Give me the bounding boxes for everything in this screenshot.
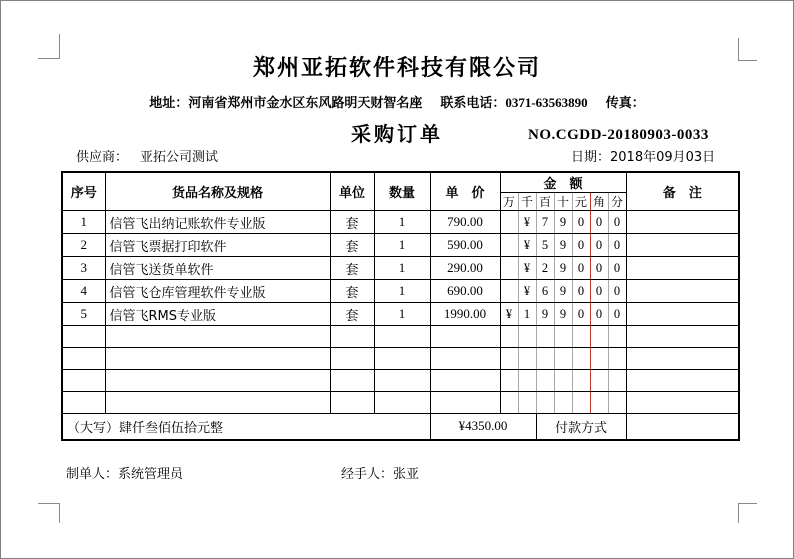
date-value: 2018年09月03日 [610, 150, 716, 165]
unit-price-cell: 790.00 [430, 211, 500, 234]
company-contact-line [1, 92, 793, 111]
empty-cell [626, 348, 739, 370]
empty-cell [536, 326, 554, 348]
date-label: 日期： [571, 150, 611, 165]
header-item-name: 货品名称及规格 [105, 172, 330, 211]
amount-digit-cell: 7 [536, 211, 554, 234]
amount-digit-cell: 0 [572, 280, 590, 303]
amount-digit-cell: 2 [536, 257, 554, 280]
item-name-cell: 信管飞出纳记账软件专业版 [105, 211, 330, 234]
amount-digit-cell [500, 257, 518, 280]
date-line [571, 146, 715, 165]
handler-line [341, 463, 419, 482]
amount-in-words-cell: （大写）肆仟叁佰伍拾元整 [62, 414, 430, 440]
amount-digit-cell: 0 [608, 303, 626, 326]
table-row [62, 280, 739, 303]
header-row [62, 172, 739, 193]
empty-cell [430, 326, 500, 348]
item-name-cell: 信管飞送货单软件 [105, 257, 330, 280]
header-amount: 金 额 [500, 172, 626, 193]
unit-price-cell: 590.00 [430, 234, 500, 257]
unit-price-cell: 1990.00 [430, 303, 500, 326]
empty-cell [536, 392, 554, 414]
empty-cell [500, 326, 518, 348]
empty-cell [430, 392, 500, 414]
empty-row [62, 370, 739, 392]
remark-cell [626, 211, 739, 234]
header-unit-price: 单 价 [430, 172, 500, 211]
amount-digit-cell: ¥ [500, 303, 518, 326]
amount-digit-cell: ¥ [518, 211, 536, 234]
remark-cell [626, 280, 739, 303]
empty-cell [518, 392, 536, 414]
amount-digit-cell [500, 280, 518, 303]
phone-value: 0371-63563890 [505, 95, 588, 110]
empty-cell [554, 348, 572, 370]
order-table-body [62, 172, 739, 440]
empty-cell [330, 370, 374, 392]
amount-digit-cell: 0 [590, 234, 608, 257]
amount-digit-cell: 0 [590, 211, 608, 234]
supplier-value: 亚拓公司测试 [140, 150, 219, 165]
document-title: 采购订单 [351, 122, 443, 146]
address-value: 河南省郑州市金水区东风路明天财智名座 [188, 96, 423, 111]
amount-digit-cell: 0 [572, 303, 590, 326]
qty-cell: 1 [374, 257, 430, 280]
seq-cell: 1 [62, 211, 105, 234]
digit-header-yuan: 元 [572, 193, 590, 211]
order-number: NO.CGDD-20180903-0033 [528, 127, 709, 143]
empty-cell [500, 392, 518, 414]
item-name-cell: 信管飞RMS专业版 [105, 303, 330, 326]
empty-cell [374, 392, 430, 414]
seq-cell: 3 [62, 257, 105, 280]
empty-cell [430, 370, 500, 392]
maker-label: 制单人： [66, 467, 119, 482]
unit-cell: 套 [330, 234, 374, 257]
table-row [62, 303, 739, 326]
amount-digit-cell: ¥ [518, 234, 536, 257]
empty-cell [572, 370, 590, 392]
amount-digit-cell: 0 [608, 234, 626, 257]
amount-digit-cell: 1 [518, 303, 536, 326]
amount-digit-cell: 0 [608, 257, 626, 280]
empty-cell [536, 370, 554, 392]
qty-cell: 1 [374, 211, 430, 234]
header-qty: 数量 [374, 172, 430, 211]
amount-digit-cell: 0 [608, 280, 626, 303]
amount-digit-cell: 5 [536, 234, 554, 257]
empty-cell [374, 348, 430, 370]
maker-value: 系统管理员 [118, 467, 184, 482]
crop-mark-bottom-left [38, 503, 60, 523]
unit-cell: 套 [330, 303, 374, 326]
empty-cell [608, 392, 626, 414]
unit-cell: 套 [330, 280, 374, 303]
amount-digit-cell: ¥ [518, 280, 536, 303]
empty-cell [518, 348, 536, 370]
empty-cell [554, 326, 572, 348]
digit-header-bai: 百 [536, 193, 554, 211]
amount-digit-cell [500, 234, 518, 257]
address-label: 地址： [149, 96, 189, 111]
digit-header-qian: 千 [518, 193, 536, 211]
payment-method-cell: 付款方式 [536, 414, 626, 440]
unit-cell: 套 [330, 257, 374, 280]
empty-cell [590, 348, 608, 370]
handler-value: 张亚 [393, 467, 420, 482]
empty-cell [500, 370, 518, 392]
empty-cell [62, 326, 105, 348]
amount-digit-cell: 0 [572, 234, 590, 257]
empty-cell [590, 392, 608, 414]
table-row [62, 257, 739, 280]
empty-cell [590, 370, 608, 392]
empty-cell [105, 348, 330, 370]
amount-digit-cell: 9 [554, 303, 572, 326]
header-remark: 备 注 [626, 172, 739, 211]
digit-header-fen: 分 [608, 193, 626, 211]
empty-cell [105, 326, 330, 348]
item-name-cell: 信管飞票据打印软件 [105, 234, 330, 257]
empty-cell [330, 348, 374, 370]
amount-digit-cell: 0 [590, 257, 608, 280]
empty-cell [590, 326, 608, 348]
amount-digit-cell [500, 211, 518, 234]
maker-line [66, 463, 183, 482]
table-row [62, 211, 739, 234]
amount-digit-cell: 9 [536, 303, 554, 326]
empty-row [62, 326, 739, 348]
empty-cell [330, 392, 374, 414]
amount-digit-cell: ¥ [518, 257, 536, 280]
unit-cell: 套 [330, 211, 374, 234]
seq-cell: 2 [62, 234, 105, 257]
qty-cell: 1 [374, 234, 430, 257]
qty-cell: 1 [374, 280, 430, 303]
amount-digit-cell: 6 [536, 280, 554, 303]
empty-cell [626, 370, 739, 392]
supplier-label: 供应商： [76, 150, 129, 165]
remark-cell [626, 234, 739, 257]
empty-cell [608, 370, 626, 392]
handler-label: 经手人： [341, 467, 394, 482]
fax-label: 传真： [605, 96, 645, 111]
empty-cell [430, 348, 500, 370]
unit-price-cell: 690.00 [430, 280, 500, 303]
summary-row [62, 414, 739, 440]
qty-cell: 1 [374, 303, 430, 326]
empty-cell [518, 370, 536, 392]
digit-header-shi: 十 [554, 193, 572, 211]
empty-cell [374, 326, 430, 348]
remark-cell [626, 303, 739, 326]
empty-cell [626, 326, 739, 348]
remark-cell [626, 257, 739, 280]
empty-cell [572, 392, 590, 414]
empty-cell [572, 348, 590, 370]
header-seq: 序号 [62, 172, 105, 211]
seq-cell: 4 [62, 280, 105, 303]
amount-digit-cell: 0 [572, 211, 590, 234]
amount-digit-cell: 9 [554, 211, 572, 234]
empty-cell [105, 392, 330, 414]
payment-value-cell [626, 414, 739, 440]
empty-cell [330, 326, 374, 348]
table-row [62, 234, 739, 257]
amount-digit-cell: 0 [572, 257, 590, 280]
supplier-line [76, 146, 218, 165]
amount-digit-cell: 0 [590, 280, 608, 303]
empty-cell [572, 326, 590, 348]
empty-row [62, 392, 739, 414]
empty-cell [62, 370, 105, 392]
header-unit: 单位 [330, 172, 374, 211]
empty-cell [554, 370, 572, 392]
company-name: 郑州亚拓软件科技有限公司 [252, 56, 541, 81]
empty-cell [374, 370, 430, 392]
amount-digit-cell: 9 [554, 257, 572, 280]
digit-header-wan: 万 [500, 193, 518, 211]
phone-label: 联系电话： [440, 96, 506, 111]
crop-mark-bottom-right [738, 503, 757, 523]
seq-cell: 5 [62, 303, 105, 326]
empty-cell [608, 326, 626, 348]
unit-price-cell: 290.00 [430, 257, 500, 280]
amount-digit-cell: 9 [554, 280, 572, 303]
empty-cell [608, 348, 626, 370]
item-name-cell: 信管飞仓库管理软件专业版 [105, 280, 330, 303]
empty-cell [536, 348, 554, 370]
digit-header-jiao: 角 [590, 193, 608, 211]
empty-cell [62, 348, 105, 370]
order-table [61, 171, 740, 441]
empty-cell [105, 370, 330, 392]
total-amount-cell: ¥4350.00 [430, 414, 536, 440]
amount-digit-cell: 9 [554, 234, 572, 257]
amount-digit-cell: 0 [608, 211, 626, 234]
empty-cell [500, 348, 518, 370]
empty-row [62, 348, 739, 370]
empty-cell [62, 392, 105, 414]
empty-cell [626, 392, 739, 414]
empty-cell [518, 326, 536, 348]
empty-cell [554, 392, 572, 414]
amount-digit-cell: 0 [590, 303, 608, 326]
